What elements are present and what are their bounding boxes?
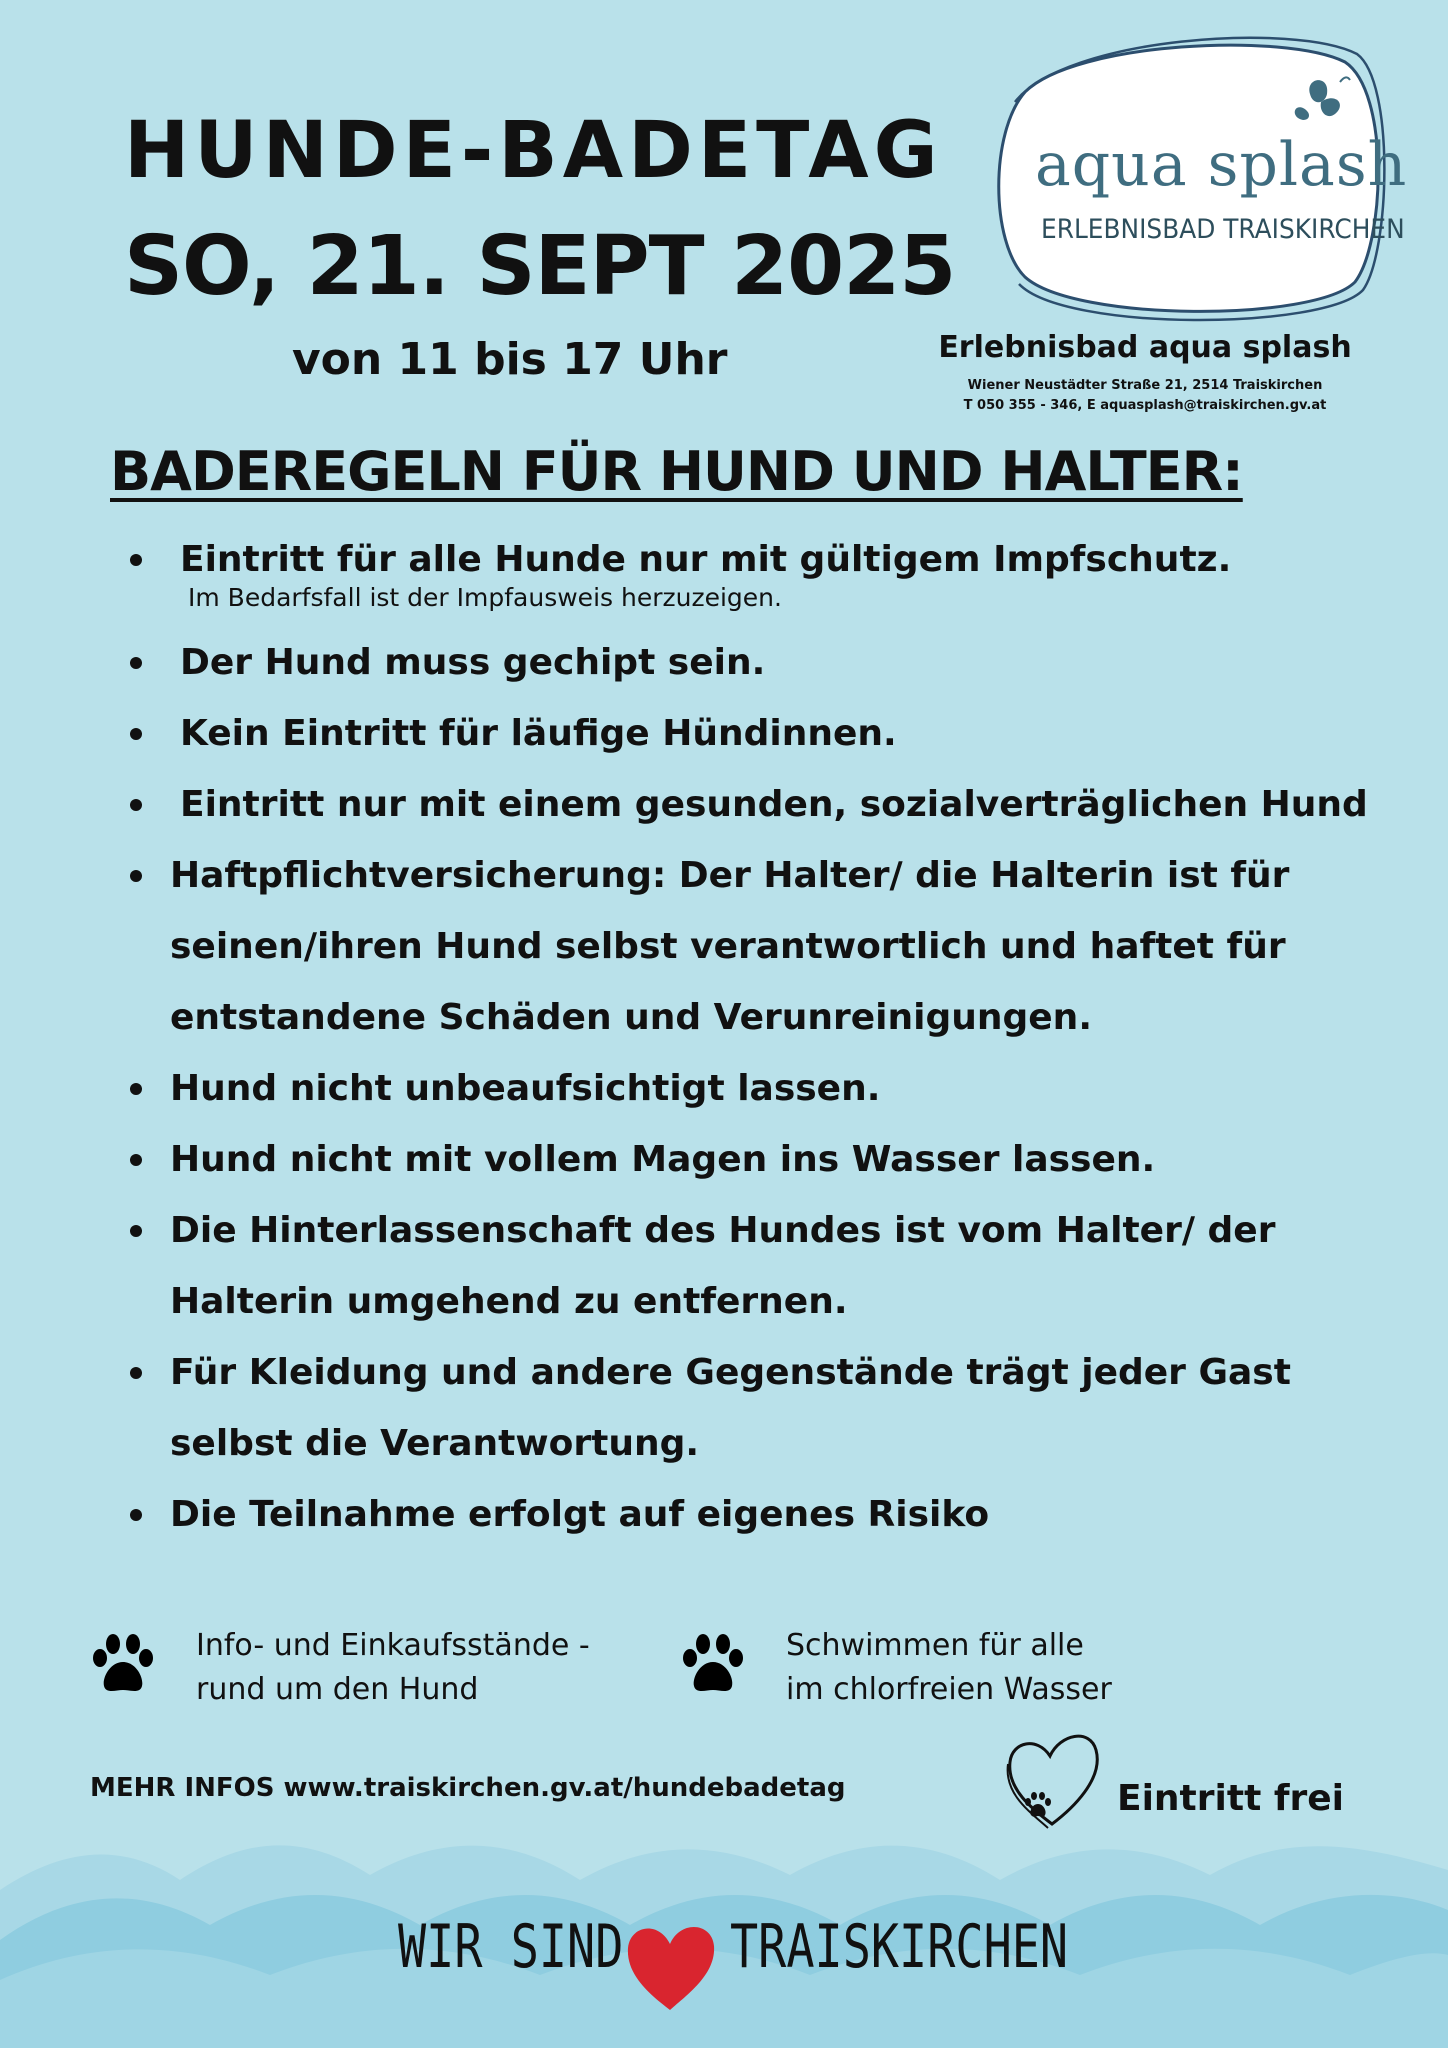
rule-item [130, 769, 1430, 840]
rule-item [130, 1337, 1430, 1479]
rule-item [130, 1195, 1430, 1337]
rule-item [130, 698, 1430, 769]
slogan-right: TRAISKIRCHEN [730, 1912, 1069, 1982]
rule-note: Im Bedarfsfall ist der Impfausweis herzuzeigen. [188, 583, 782, 612]
rule-text: selbst die Verantwortung. [170, 1423, 700, 1464]
rules-title: BADEREGELN FÜR HUND UND HALTER: [110, 440, 1243, 503]
venue-address: Wiener Neustädter Straße 21, 2514 Traiskirchen [967, 378, 1323, 393]
bullet-icon [130, 1154, 142, 1166]
event-title: HUNDE-BADETAG [124, 106, 943, 196]
bullet-icon [130, 1083, 142, 1095]
bullet-icon [130, 1509, 142, 1521]
rule-text: Für Kleidung und andere Gegenstände trägt jeder Gast [170, 1352, 1291, 1393]
rule-text: Haftpflichtversicherung: Der Halter/ die Halterin ist für [170, 855, 1290, 896]
bullet-icon [130, 1225, 142, 1237]
event-date: SO, 21. SEPT 2025 [124, 219, 956, 314]
rule-text: entstandene Schäden und Verunreinigungen. [170, 997, 1092, 1038]
rule-text: Die Hinterlassenschaft des Hundes ist vom Halter/ der [170, 1210, 1276, 1251]
logo-subtitle: ERLEBNISBAD TRAISKIRCHEN [1041, 214, 1405, 245]
feature-swimming-text [786, 1624, 1112, 1712]
bullet-icon [130, 799, 142, 811]
rule-item [130, 1124, 1430, 1195]
paw-icon [90, 1632, 156, 1698]
event-time: von 11 bis 17 Uhr [292, 334, 728, 385]
rule-text: Die Teilnahme erfolgt auf eigenes Risiko [170, 1494, 990, 1535]
bullet-icon [130, 1367, 142, 1379]
entry-free: Eintritt frei [1117, 1778, 1344, 1819]
rule-text: Eintritt für alle Hunde nur mit gültigem Impfschutz. [180, 539, 1232, 580]
feature-swimming-line2: im chlorfreien Wasser [786, 1672, 1112, 1707]
rule-item [130, 1053, 1430, 1124]
rule-text: Hund nicht unbeaufsichtigt lassen. [170, 1068, 881, 1109]
rule-item [130, 1479, 1430, 1550]
rule-text: seinen/ihren Hund selbst verantwortlich und haftet für [170, 926, 1286, 967]
heart-paw-icon [1002, 1724, 1102, 1838]
bullet-icon [130, 870, 142, 882]
rule-text: Halterin umgehend zu entfernen. [170, 1281, 848, 1322]
slogan-left: WIR SIND [398, 1912, 624, 1982]
feature-shops [90, 1632, 156, 1702]
waves-decoration [0, 1830, 1448, 2048]
bullet-icon [130, 657, 142, 669]
more-info-link[interactable]: MEHR INFOS www.traiskirchen.gv.at/hundebadetag [90, 1773, 846, 1803]
venue-name: Erlebnisbad aqua splash [938, 330, 1352, 365]
feature-swimming-line1: Schwimmen für alle [786, 1628, 1084, 1663]
bullet-icon [130, 728, 142, 740]
heart-icon [622, 1914, 718, 2014]
rule-item [130, 524, 1430, 595]
feature-shops-line1: Info- und Einkaufsstände - [196, 1628, 590, 1663]
feature-shops-line2: rund um den Hund [196, 1672, 479, 1707]
feature-shops-text [196, 1624, 590, 1712]
feature-swimming [680, 1632, 746, 1702]
bullet-icon [130, 554, 142, 566]
venue-address-block [930, 376, 1360, 416]
venue-contact: T 050 355 - 346, E aquasplash@traiskirchen.gv.at [963, 398, 1327, 413]
rule-text: Hund nicht mit vollem Magen ins Wasser lassen. [170, 1139, 1156, 1180]
rule-text: Eintritt nur mit einem gesunden, sozialverträglichen Hund [180, 784, 1368, 825]
aqua-splash-logo [985, 22, 1408, 327]
rules-list [130, 524, 1430, 1550]
rule-item [130, 840, 1430, 1053]
logo-brand-name: aqua splash [1035, 130, 1408, 200]
rule-text: Der Hund muss gechipt sein. [180, 642, 766, 683]
rule-text: Kein Eintritt für läufige Hündinnen. [180, 713, 897, 754]
paw-icon [680, 1632, 746, 1698]
rule-item [130, 627, 1430, 698]
